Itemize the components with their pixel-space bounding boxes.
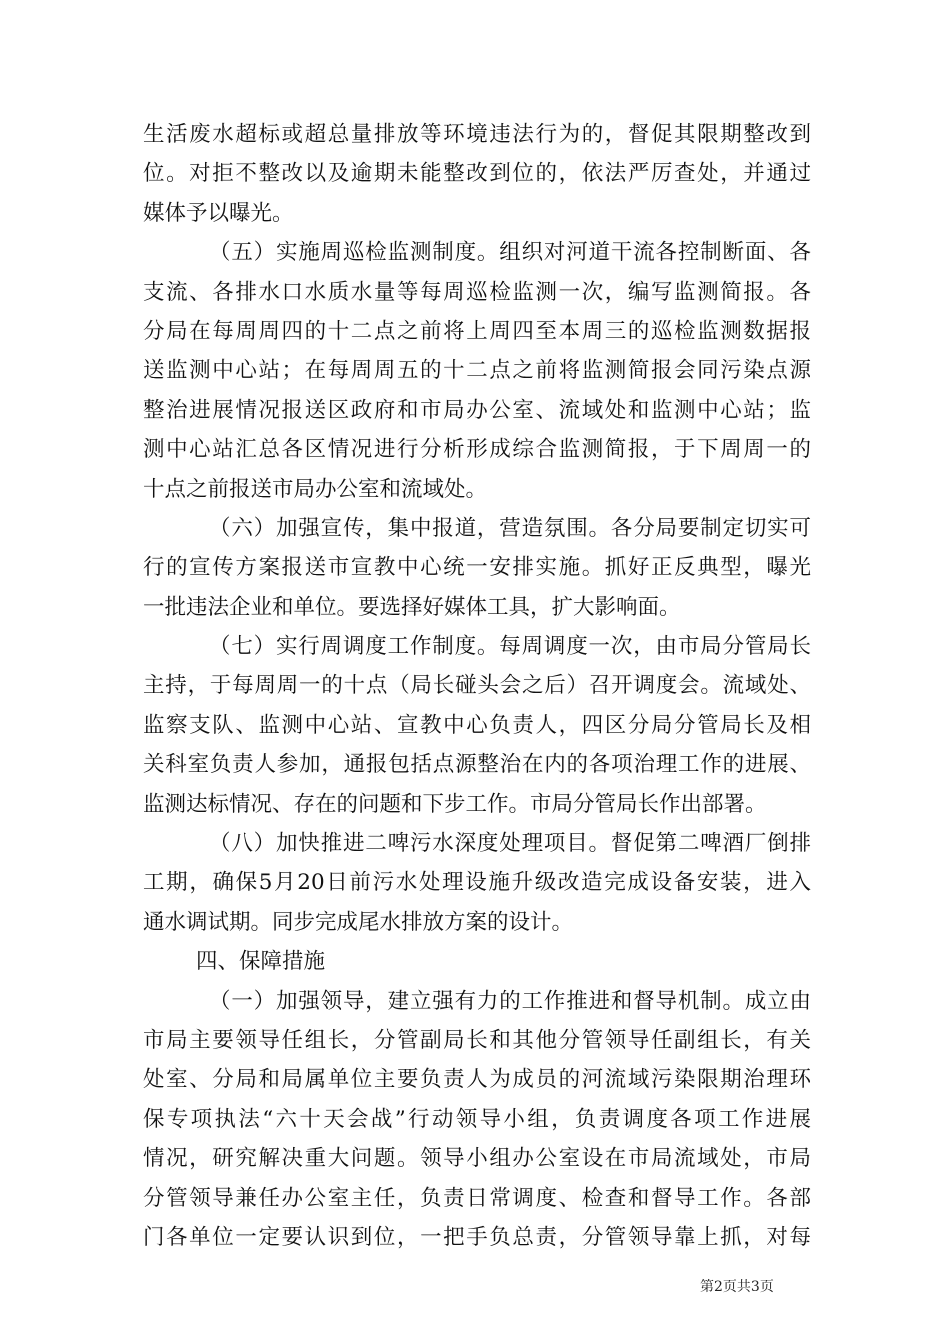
- paragraph-start: （八）加快推进二啤污水深度处理项目。督促第二啤酒厂倒排: [209, 831, 811, 857]
- text-line: 监察支队、监测中心站、宣教中心负责人，四区分局分管局长及相: [143, 712, 811, 738]
- text-line: 分管领导兼任办公室主任，负责日常调度、检查和督导工作。各部: [143, 1185, 811, 1211]
- document-body: [143, 115, 811, 1257]
- page-number: 第2页共3页: [700, 1279, 774, 1295]
- text-line: 市局主要领导任组长，分管副局长和其他分管领导任副组长，有关: [143, 1027, 811, 1053]
- text-line: 位。对拒不整改以及逾期未能整改到位的，依法严厉查处，并通过: [143, 161, 811, 187]
- text-line: 主持，于每周周一的十点（局长碰头会之后）召开调度会。流域处、: [143, 673, 811, 699]
- paragraph-start: （七）实行周调度工作制度。每周调度一次，由市局分管局长: [209, 634, 811, 660]
- text-line: 媒体予以曝光。: [143, 200, 294, 226]
- text-line: 生活废水超标或超总量排放等环境违法行为的，督促其限期整改到: [143, 122, 811, 147]
- text-line: 十点之前报送市局办公室和流域处。: [143, 476, 488, 502]
- paragraph-start: （五）实施周巡检监测制度。组织对河道干流各控制断面、各: [209, 240, 811, 266]
- text-line: 测中心站汇总各区情况进行分析形成综合监测简报，于下周周一的: [143, 437, 811, 463]
- text-line: 工期，确保5月20日前污水处理设施升级改造完成设备安装，进入: [143, 870, 811, 896]
- paragraph-start: （六）加强宣传，集中报道，营造氛围。各分局要制定切实可: [209, 515, 811, 541]
- text-line: 处室、分局和局属单位主要负责人为成员的河流域污染限期治理环: [143, 1067, 811, 1093]
- text-line: 分局在每周周四的十二点之前将上周四至本周三的巡检监测数据报: [143, 318, 811, 344]
- text-line: 通水调试期。同步完成尾水排放方案的设计。: [143, 909, 574, 935]
- text-line: 门各单位一定要认识到位，一把手负总责，分管领导靠上抓，对每: [143, 1224, 811, 1250]
- text-line: 监测达标情况、存在的问题和下步工作。市局分管局长作出部署。: [143, 791, 767, 817]
- text-line: 一批违法企业和单位。要选择好媒体工具，扩大影响面。: [143, 594, 681, 620]
- text-line: 支流、各排水口水质水量等每周巡检监测一次，编写监测简报。各: [143, 279, 811, 305]
- section-heading: 四、保障措施: [196, 949, 326, 975]
- text-line: 送监测中心站；在每周周五的十二点之前将监测简报会同污染点源: [143, 358, 811, 384]
- text-line: 行的宣传方案报送市宣教中心统一安排实施。抓好正反典型，曝光: [143, 555, 811, 581]
- text-line: 保专项执法“六十天会战”行动领导小组，负责调度各项工作进展: [143, 1106, 811, 1132]
- text-line: 关科室负责人参加，通报包括点源整治在内的各项治理工作的进展、: [143, 752, 811, 778]
- text-line: 整治进展情况报送区政府和市局办公室、流域处和监测中心站；监: [143, 397, 811, 423]
- paragraph-start: （一）加强领导，建立强有力的工作推进和督导机制。成立由: [209, 988, 811, 1014]
- text-line: 情况，研究解决重大问题。领导小组办公室设在市局流域处，市局: [143, 1146, 811, 1172]
